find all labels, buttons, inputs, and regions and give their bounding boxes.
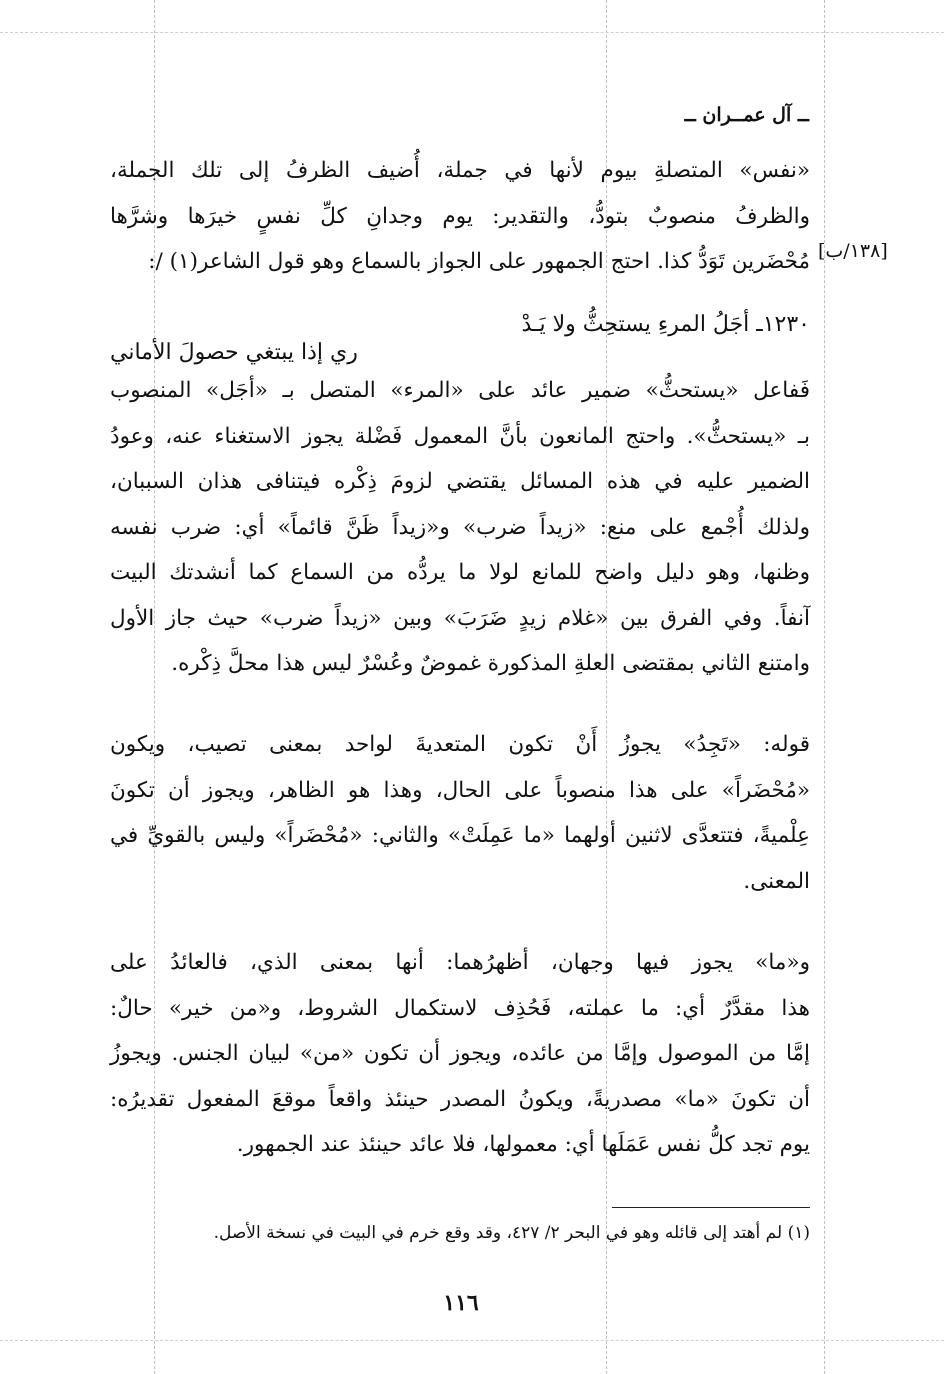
page-number: ١١٦ bbox=[443, 1290, 479, 1316]
text-line: فَفاعل «يستحثُّ» ضمير عائد على «المرء» المتصل بـ «أجَل» المنصوب bbox=[110, 378, 810, 403]
poetry-verse bbox=[110, 308, 810, 368]
text-line: هذا مقدَّرٌ أي: ما عملته، فَحُذِف لاستكمال الشروط، و«من خير» حالٌ: bbox=[110, 995, 810, 1021]
verse-hemistich-first: ١٢٣٠ـ أجَلُ المرءِ يستحِثُّ ولا يَـدْ bbox=[521, 312, 810, 337]
text-line: أن تكونَ «ما» مصدريةً، ويكونُ المصدر حينئذ واقعاً موقعَ المفعول تقديرُه: bbox=[110, 1086, 810, 1112]
running-header: ــ آل عمــران ــ bbox=[684, 104, 809, 126]
folio-margin-note: [١٣٨/ب] bbox=[818, 240, 888, 262]
text-line: إمَّا من الموصول وإمَّا من عائده، ويجوز أن تكون «من» لبيان الجنس. ويجوزُ bbox=[110, 1041, 810, 1066]
text-line: يوم تجد كلُّ نفس عَمَلَها أي: معمولها، فلا عائد حينئذ عند الجمهور. bbox=[236, 1132, 810, 1157]
paragraph bbox=[110, 368, 810, 687]
footnote-separator bbox=[612, 1207, 810, 1208]
text-line: مُحْضَرين تَوَدُّ كذا. احتج الجمهور على الجواز بالسماع وهو قول الشاعر(١) /: bbox=[148, 249, 810, 274]
paragraph bbox=[110, 940, 810, 1168]
text-line: قوله: «تَجِدُ» يجوزُ أَنْ تكون المتعديةَ لواحد بمعنى تصيب، ويكون bbox=[110, 732, 810, 757]
text-line: و«ما» يجوز فيها وجهان، أظهرُهما: أنها بمعنى الذي، فالعائدُ على bbox=[110, 950, 810, 975]
paragraph bbox=[110, 148, 810, 285]
text-line: «مُحْضَراً» على هذا منصوباً على الحال، وهذا هو الظاهر، ويجوز أن تكونَ bbox=[110, 777, 810, 803]
footnote: (١) لم أهتد إلى قائله وهو في البحر ٢/ ٤٢٧، وقد وقع خرم في البيت في نسخة الأصل. bbox=[213, 1223, 810, 1243]
paragraph bbox=[110, 722, 810, 904]
text-line: وامتنع الثاني بمقتضى العلةِ المذكورة غموضٌ وعُسْرٌ ليس هذا محلَّ ذِكْره. bbox=[171, 651, 810, 676]
text-line: والظرفُ منصوبٌ بتودُّ، والتقدير: يوم وجدانِ كلِّ نفسٍ خيرَها وشرَّها bbox=[110, 203, 810, 229]
text-line: ولذلك أُجْمع على منع: «زيداً ضرب» و«زيداً ظَنَّ قائماً» أي: ضرب نفسه bbox=[110, 514, 810, 540]
text-line: بـ «يستحثُّ». واحتج المانعون بأنَّ المعمول فَضْلة يجوز الاستغناء عنه، وعودُ bbox=[110, 423, 810, 449]
text-line: المعنى. bbox=[743, 868, 810, 894]
text-line: عِلْميةً، فتتعدَّى لاثنين أولهما «ما عَمِلَتْ» والثاني: «مُحْضَراً» وليس بالقويِّ في bbox=[110, 823, 810, 848]
text-line: «نفس» المتصلةِ بيوم لأنها في جملة، أُضيف الظرفُ إلى تلك الجملة، bbox=[110, 158, 810, 183]
text-line: الضمير عليه في هذه المسائل يقتضي لزومَ ذِكْره فيتنافى هذان السببان، bbox=[110, 469, 810, 494]
text-line: وظنها، وهو دليل واضح للمانع لولا ما يردُّه من السماع كما أنشدتك البيت bbox=[110, 560, 810, 585]
text-line: آنفاً. وفي الفرق بين «غلام زيدٍ ضَرَبَ» وبين «زيداً ضرب» حيث جاز الأول bbox=[110, 605, 810, 631]
verse-hemistich-second: ري إذا يبتغي حصولَ الأماني bbox=[110, 340, 358, 365]
